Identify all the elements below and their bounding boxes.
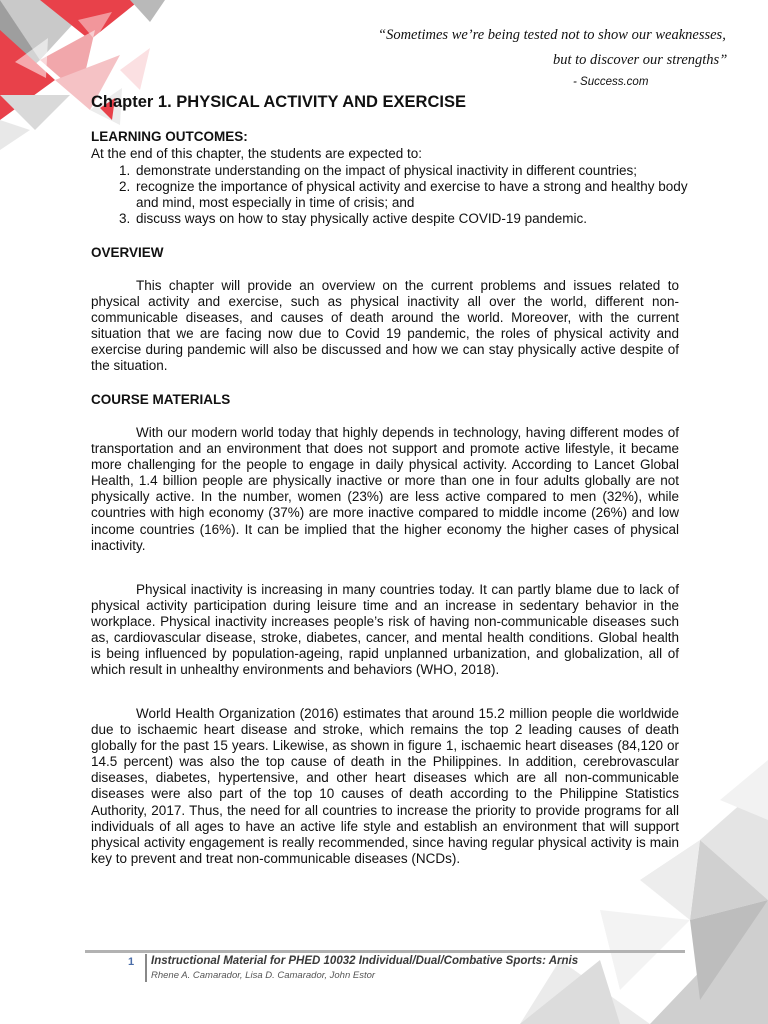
outcome-item: 1. demonstrate understanding on the impact of physical inactivity in different countries; [134, 163, 704, 179]
quote-line-1: “Sometimes we’re being tested not to show our weaknesses, [378, 27, 726, 43]
page-number: 1 [128, 956, 135, 968]
overview-paragraph: This chapter will provide an overview on the current problems and issues related to physical activity and exercise, such as physical inactivity all over the world, different non-communicable diseases, and causes of death around the world. Moreover, with the current situation that we are facing now due to Covid 19 pandemic, the roles of physical activity and exercise during pandemic will also be discussed and how we can stay physically active despite of the situation. [91, 278, 679, 374]
course-materials-paragraph-1: With our modern world today that highly depends in technology, having different modes of transportation and an environment that does not support and promote active lifestyle, it became more challenging for the people to engage in daily physical activity. According to Lancet Global Health, 1.4 billion people are physically inactive or more than one in four adults globally are not physically active. In the number, women (23%) are less active compared to men (32%), while countries with high economy (37%) are more inactive compared to middle income (26%) and low income countries (16%). It can be implied that the higher economy the higher cases of physical inactivity. [91, 425, 679, 553]
overview-heading: OVERVIEW [91, 245, 164, 260]
footer-separator [145, 954, 147, 982]
chapter-title: Chapter 1. PHYSICAL ACTIVITY AND EXERCISE [91, 93, 466, 111]
course-materials-paragraph-3: World Health Organization (2016) estimates that around 15.2 million people die worldwide due to ischaemic heart disease and stroke, which remains the top 2 leading causes of death globally for the past 15 years. Likewise, as shown in figure 1, ischaemic heart diseases (84,120 or 14.5 percent) was also the top cause of death in the Philippines. In addition, cerebrovascular diseases, diabetes, hypertensive, and other heart diseases which are all non-communicable diseases were also part of the top 10 causes of death according to the Philippine Statistics Authority, 2017. Thus, the need for all countries to increase the priority to provide programs for all individuals of all ages to have an active life style and establish an environment that will support physical activity engagement is really recommended, since having regular physical activity is main key to prevent and treat non-communicable diseases (NCDs). [91, 706, 679, 866]
learning-outcomes-intro: At the end of this chapter, the students are expected to: [91, 146, 422, 161]
learning-outcomes-list [110, 163, 704, 227]
footer-divider [85, 950, 685, 953]
footer-title: Instructional Material for PHED 10032 Individual/Dual/Combative Sports: Arnis [151, 955, 579, 967]
learning-outcomes-heading: LEARNING OUTCOMES: [91, 129, 248, 144]
course-materials-heading: COURSE MATERIALS [91, 392, 231, 407]
outcome-item: 2. recognize the importance of physical activity and exercise to have a strong and healthy body and mind, most especially in time of crisis; and [134, 179, 704, 211]
quote-source: - Success.com [573, 76, 649, 88]
footer-authors: Rhene A. Camarador, Lisa D. Camarador, John Estor [151, 970, 376, 981]
course-materials-paragraph-2: Physical inactivity is increasing in many countries today. It can partly blame due to lack of physical activity participation during leisure time and an increase in sedentary behavior in the workplace. Physical inactivity increases people’s risk of having non-communicable diseases such as, cardiovascular disease, stroke, diabetes, cancer, and mental health conditions. Global health is being influenced by population-ageing, rapid unplanned urbanization, and globalization, all of which result in unhealthy environments and behaviors (WHO, 2018). [91, 582, 679, 678]
quote-line-2: but to discover our strengths” [553, 52, 728, 68]
outcome-item: 3. discuss ways on how to stay physically active despite COVID-19 pandemic. [134, 211, 704, 227]
